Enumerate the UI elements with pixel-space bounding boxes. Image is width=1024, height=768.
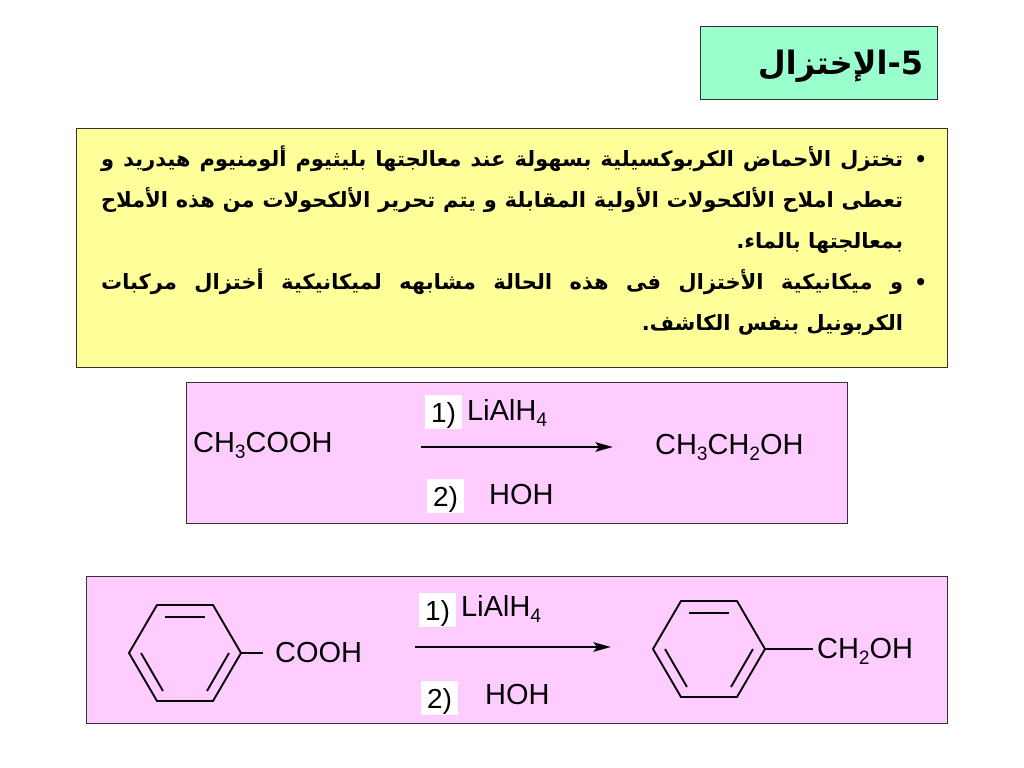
bullet-item-1: • تختزل الأحماض الكربوكسيلية بسهولة عند معالجتها بليثيوم ألومنيوم هيدريد و تعطى املاح الألكحولات الأولية المقابلة و يتم تحرير الألكحولات من هذه الأملاح بمعالجتها بالماء.: [101, 139, 903, 262]
benzene-ring-product-icon: [643, 587, 823, 707]
reaction-2-arrow-icon: [413, 639, 613, 655]
reaction-2-step-1-number: 1): [419, 593, 456, 627]
slide-title: [700, 26, 938, 100]
reaction-2-reagent-1: LiAlH$_4$: [461, 591, 541, 627]
reaction-1-step-1-number: 1): [425, 395, 462, 429]
reaction-2-box: [86, 576, 948, 724]
reaction-1-reagent-1: LiAlH$_4$: [467, 395, 547, 431]
reaction-1-box: [186, 382, 848, 524]
benzene-ring-reactant-icon: [105, 591, 265, 711]
reaction-1-reactant: $CH_3COOH$: [193, 427, 333, 463]
description-box: [76, 128, 948, 368]
bullet-item-2: • و ميكانيكية الأختزال فى هذه الحالة مشابهه لميكانيكية أختزال مركبات الكربونيل بنفس الكاشف.: [101, 262, 903, 344]
reaction-2-product-group: $CH_2OH$: [817, 633, 913, 669]
reaction-1-product: $CH_3CH_2OH$: [655, 429, 804, 465]
reaction-2-step-2-number: 2): [421, 681, 458, 715]
slide-title-text: 5-الإختزال: [757, 44, 923, 82]
reaction-1-step-2-number: 2): [427, 479, 464, 513]
reaction-1-arrow-icon: [419, 439, 615, 455]
reaction-2-reactant-group: COOH: [275, 637, 362, 669]
reaction-1-reagent-2: HOH: [489, 479, 554, 511]
reaction-2-reagent-2: HOH: [485, 679, 550, 711]
bullet-list: [101, 139, 925, 344]
